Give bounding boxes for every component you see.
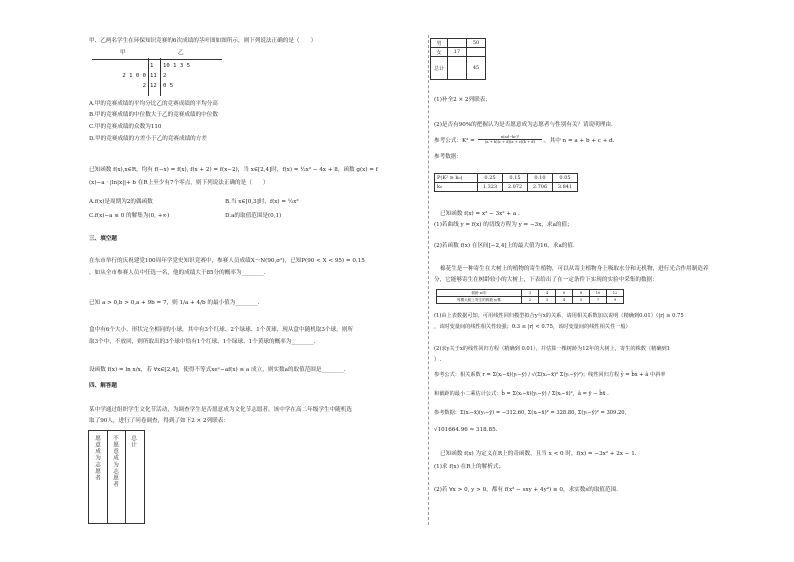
q5-line1: 已知函数 f(x) 为定义在R上的奇函数，且当 x < 0 时，f(x) = −3x² + 2x − 1. bbox=[440, 451, 637, 457]
fill-q3-line1: 盒中有6个大小、形状完全相同的小球，其中有3个红球、2个绿球、1个黄球，现从盒中随机取3个球，则所 bbox=[89, 327, 353, 333]
ref-formula-numerator: n(ad−bc)² bbox=[478, 135, 542, 140]
table-row: 总计 45 bbox=[431, 57, 486, 80]
stem-row-right: 0 5 bbox=[163, 83, 174, 89]
table-row: k₀ 1.323 2.072 2.706 3.841 bbox=[435, 183, 578, 192]
q3-part1: (1)若曲线 y = f(x) 的切线方程为 y = −3x，求a的值； bbox=[434, 222, 573, 228]
q2-option-a: A.f(x)是周期为2的偶函数 bbox=[89, 199, 153, 205]
solve-q1-line1: 某中学通过组织学生文化节活动，为调查学生是否愿意成为文化节志愿者，该中学在高二年级学生中随机选 bbox=[89, 407, 352, 413]
col-unwilling: 不愿意成为志愿者 bbox=[112, 435, 118, 488]
stem-row-left: 2 1 0 0 bbox=[122, 73, 146, 79]
stem-header-right: 乙 bbox=[178, 50, 184, 56]
column-divider bbox=[428, 35, 429, 525]
q3-stem: 已知函数 f(x) = x³ − 3x² + a . bbox=[440, 211, 520, 217]
question-stem: 甲、乙两名学生在环保知识竞赛的6次成绩的茎叶图如图所示，则下列说法正确的是（ ） bbox=[89, 38, 317, 44]
stem-row-stem: 11 bbox=[150, 73, 157, 79]
part-2: (2)是否有90%的把握认为是否愿意成为志愿者与性别有关？请说明理由. bbox=[434, 122, 613, 128]
q4-part2-line1: (2)求y关于x的线性回归方程（精确到 0.01），并估算一棵树龄为12年的大树上，寄生的株数（精确到1 bbox=[434, 346, 671, 352]
col-willing: 愿意成为志愿者 bbox=[94, 435, 100, 482]
fill-q3-line2: 取3个中，不放回，则所取出的3个球中恰有1个红球、1个绿球、1个黄球的概率为________. bbox=[89, 339, 316, 345]
fill-q1-line2: ，如从全市参赛人员中任选一名，他的成绩大于85分的概率为________. bbox=[89, 270, 266, 276]
ref-formula-tail: ，其中 n = a + b + c + d. bbox=[544, 138, 615, 144]
q4-line1: 棉花生是一种寄生在大树上的植物的寄生植物，可以从寄主植物身上吸取水分和无机物，进行光合作用制造养 bbox=[440, 266, 709, 272]
q4-part2-line2: ）. bbox=[434, 357, 442, 363]
section-fill-in: 三、填空题 bbox=[89, 236, 117, 242]
tree-data-table bbox=[436, 289, 624, 304]
q2-option-c: C.f(x)−a ≤ 0 的解集为(0, +∞) bbox=[89, 213, 170, 219]
contingency-table-left bbox=[88, 430, 145, 524]
option-c: C.甲的竞赛成绩的众数为110 bbox=[89, 124, 162, 130]
option-a: A.甲的竞赛成绩的平均分比乙的竞赛成绩的平均分高 bbox=[89, 101, 218, 107]
solve-q1-line2: 取了90人，进行了问卷调查，得到了如下2 × 2列联表： bbox=[89, 418, 229, 424]
table-row: 树龄 x/年 3 4 6 8 10 12 bbox=[437, 290, 624, 297]
table-row: 每棵大树上寄生的株数 y/株 2 3 4 5 7 9 bbox=[437, 297, 624, 304]
fill-q1-line1: 在东市举行的庆祝建党100周年学党史知识竞赛中，参赛人员成绩X～N(90,σ²)，已知P(90 < X < 95) = 0.15 bbox=[89, 258, 365, 264]
table-row: 女 17 bbox=[431, 48, 486, 57]
fill-q4: 设函数 f(x) = ln x/x，若 ∀x∈[2,4]，使得不等式xeˣ−af(x) ≤ a 成立，则实数a的取值范围是________. bbox=[89, 367, 346, 373]
q2-option-d: D.a的取值范围是(0,1) bbox=[225, 213, 282, 219]
formula-line4: √101664.96 ≈ 318.85. bbox=[434, 427, 498, 433]
q4-line2: 分，它能够寄生在树龄较小的大树上，下表给出了在一定条件下实现的实验中采集的数据： bbox=[434, 277, 658, 283]
stem-row-right: 2 bbox=[163, 73, 167, 79]
option-b: B.甲的竞赛成绩的中位数大于乙的竞赛成绩的中位数 bbox=[89, 112, 218, 118]
fill-q2: 已知 a > 0,b > 0,a + 9b = 7，则 1/a + 4/b 的最小值为________. bbox=[89, 300, 260, 306]
q5-part1: (1)求 f(x) 在R上的解析式； bbox=[434, 464, 505, 470]
q2-option-b: B.当 x∈[0,3]时，f(x) = ½x² bbox=[225, 199, 299, 205]
formula-line2: 和截距的最小二乘估计公式：b̂ = Σ(xᵢ−x̄)(yᵢ−ȳ) / Σ(xᵢ−x̄)²，â = ȳ − b̂x̄ . bbox=[434, 391, 609, 397]
ref-data-label: 参考数据： bbox=[434, 154, 462, 160]
contingency-table-right bbox=[430, 38, 486, 80]
question-2-line2: (x)−a · |ln|x||+ b 在R上至少有7个零点，则下列说法正确的是（ ） bbox=[89, 180, 269, 186]
option-d: D.甲的竞赛成绩的方差小于乙的竞赛成绩的方差 bbox=[89, 136, 207, 142]
formula-line3: 参考数据：Σ(xᵢ−x̄)(yᵢ−ȳ) = −312.60, Σ(xᵢ−x̄)² = 328.80, Σ(yᵢ−ȳ)² = 309.20, bbox=[434, 410, 627, 416]
q5-part2: (2)若 ∀x > 0, y > 0，都有 f(x² − sxy + 4y²) ≥ 0，求实数s的取值范围. bbox=[434, 487, 618, 493]
q4-part1-line1: (1)由上表数据可知，可用线性回归模型拟合y与x的关系，请用相关系数加以说明（精确到0.01）（|r| ≥ 0.75 bbox=[434, 313, 684, 319]
stem-row-stem: 12 bbox=[150, 83, 157, 89]
probability-table bbox=[434, 173, 578, 192]
table-row: P(K² ≥ k₀) 0.25 0.15 0.10 0.05 bbox=[435, 174, 578, 183]
part-1: (1)补全2 × 2列联表； bbox=[434, 97, 491, 103]
formula-line1: 参考公式：相关系数 r = Σ(xᵢ−x̄)(yᵢ−ȳ) / √(Σ(xᵢ−x̄)² Σ(yᵢ−ȳ)²)；线性回归方程 ŷ = b̂x + â 中斜率 bbox=[434, 372, 666, 378]
stem-row-left: 2 bbox=[142, 83, 146, 89]
q3-part2: (2)若函数 f(x) 在区间[−2,4]上的最大值为16，求a的值. bbox=[434, 243, 575, 249]
col-total: 总计 bbox=[130, 435, 136, 449]
ref-formula-label: 参考公式：K² = bbox=[434, 138, 475, 144]
section-answer: 四、解答题 bbox=[89, 383, 117, 389]
stem-row-right: 10 1 3 5 bbox=[163, 63, 190, 69]
q4-part1-line2: ，该时变量间的线性相关性较强；0.3 ≤ |r| < 0.75，该时变量间的线性相关性一般） bbox=[434, 324, 631, 330]
table-row: 男 50 bbox=[431, 39, 486, 48]
stem-header-left: 甲 bbox=[120, 50, 126, 56]
stem-row-stem: 1 bbox=[150, 63, 154, 69]
ref-formula-denominator: (a + b)(c + d)(a + c)(b + d) bbox=[485, 140, 535, 144]
question-2-line1: 已知函数 f(x),x∈R，均有 f(−x) = f(x), f(x + 2) = f(x−2)，当 x∈[2,4]时，f(x) = ½x² − 4x + 8，函数 g(x) = f bbox=[89, 167, 378, 173]
